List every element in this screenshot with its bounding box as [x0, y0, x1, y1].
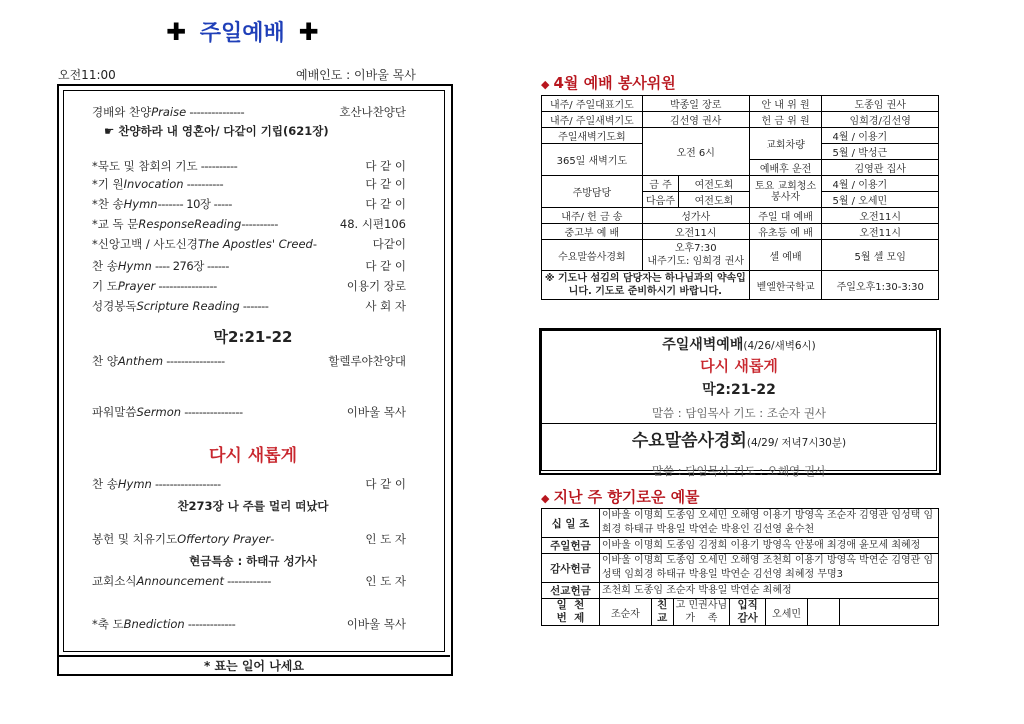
item-english: Prayer — [117, 279, 156, 293]
item-leader-dashes: ---- 276장 ------ — [151, 259, 229, 273]
order-item — [92, 616, 406, 632]
item-person: 할렐루야찬양대 — [328, 354, 406, 368]
item-english: Hymn — [123, 197, 158, 211]
item-person: 이바울 목사 — [346, 405, 406, 419]
item-name: *교 독 문 — [92, 217, 139, 231]
special-music-note: 현금특송 : 하태규 성가사 — [189, 554, 317, 568]
item-name: 성경봉독 — [92, 299, 137, 313]
order-item — [92, 258, 406, 274]
order-item — [92, 298, 406, 314]
item-person: 다 같 이 — [365, 177, 406, 191]
item-name: 찬 양 — [92, 354, 118, 368]
order-item — [92, 404, 406, 420]
item-english: Praise — [151, 105, 187, 119]
item-name: *신앙고백 / 사도신경 — [92, 237, 198, 251]
item-name: 파워말씀 — [92, 405, 137, 419]
table-row: 선교헌금 조천희 도종임 조순자 박용일 박연순 최혜정 — [542, 583, 939, 599]
item-person: 다 같 이 — [365, 197, 406, 211]
table-row: ※ 기도나 섬김의 담당자는 하나님과의 약속입니다. 기도로 준비하시기 바랍니다. 벧엘한국학교 주일오후1:30-3:30 — [542, 271, 939, 300]
table-row: 다음주 여전도회 5월 / 오세민 — [542, 192, 939, 208]
item-leader-dashes: ------------- — [184, 617, 236, 631]
item-leader-dashes: ------- 10장 ----- — [157, 197, 232, 211]
table-row: 내주/ 주일대표기도 박종일 장로 안 내 위 원 도종임 권사 — [542, 96, 939, 112]
title-text: 주일예배 — [199, 21, 285, 46]
item-name: 기 도 — [92, 279, 118, 293]
item-person: 이바울 목사 — [346, 617, 406, 631]
table-row: 내주/ 헌 금 송 성가사 주일 대 예배 오전11시 — [542, 208, 939, 224]
item-leader-dashes: ---------------- — [155, 279, 217, 293]
table-row: 십 일 조 이바울 이명희 도종임 오세민 오해영 이용기 방영옥 조순자 김영관 임성택 임희경 하태규 박용일 박연순 박용인 김선영 윤수천 — [542, 509, 939, 538]
cross-icon: ✚ — [298, 18, 319, 46]
special-services-box: 주일새벽예배(4/26/새벽6시) 다시 새롭게 막2:21-22 말씀 : 담임목사 기도 : 조순자 권사 수요말씀사경회(4/29/ 저녁7시30분) 말씀 : 담임목사 기도 : 오해영 권사 — [541, 330, 937, 471]
item-name: 찬 송 — [92, 477, 118, 491]
order-item — [92, 573, 406, 589]
item-english: Bnediction — [123, 617, 185, 631]
order-item — [92, 278, 406, 294]
sermon-title: 다시 새롭게 — [208, 446, 298, 466]
hymn-note: 찬273장 나 주를 멀리 떠났다 — [177, 499, 329, 513]
item-english: Announcement — [136, 574, 224, 588]
item-leader-dashes: - — [270, 532, 274, 546]
item-leader-dashes: ------------------ — [151, 477, 221, 491]
item-leader-dashes: ------- — [239, 299, 269, 313]
order-item — [92, 104, 406, 120]
item-name: 찬 송 — [92, 259, 118, 273]
order-item — [92, 216, 406, 232]
item-leader-dashes: --------------- — [186, 105, 245, 119]
item-name: 경배와 찬양 — [92, 105, 152, 119]
table-row: 중고부 예 배 오전11시 유초등 예 배 오전11시 — [542, 224, 939, 240]
item-english: The Apostles' Creed — [197, 237, 313, 251]
service-time: 오전11:00 — [58, 68, 116, 82]
item-person: 인 도 자 — [365, 532, 406, 546]
item-english: Anthem — [117, 354, 164, 368]
table-row: 365일 새벽기도 5월 / 박성근 — [542, 144, 939, 160]
item-english: Hymn — [117, 477, 152, 491]
table-row: 감사헌금 이바울 이명희 도종임 오세민 오해영 조천희 이용기 방영옥 박연순 김영관 임성택 임희경 하태규 박용일 박연순 김선영 최혜정 무명3 — [542, 554, 939, 583]
item-leader-dashes: ---------- — [183, 177, 224, 191]
item-english: Scripture Reading — [136, 299, 240, 313]
item-name: 봉헌 및 치유기도 — [92, 532, 178, 546]
item-leader-dashes: - — [312, 237, 317, 251]
order-item — [92, 353, 406, 369]
item-name: *기 원 — [92, 177, 124, 191]
item-person: 이용기 장로 — [346, 279, 406, 293]
order-item — [92, 476, 406, 492]
order-item — [92, 531, 406, 547]
table-row: 주방담당 금 주 여전도회 토요 교회청소 봉사자 4월 / 이용기 — [542, 176, 939, 192]
item-person: 호산나찬양단 — [339, 105, 406, 119]
item-leader-dashes: ------------ — [223, 574, 271, 588]
item-leader-dashes: ---------------- — [163, 354, 225, 368]
diamond-icon: ◆ — [541, 492, 550, 505]
volunteers-table — [541, 95, 939, 300]
item-english: Hymn — [117, 259, 152, 273]
service-leader: 예배인도 : 이바울 목사 — [296, 68, 416, 82]
item-person: 인 도 자 — [365, 574, 406, 588]
item-name: *묵도 및 참회의 기도 — [92, 159, 198, 173]
table-row: 수요말씀사경회 오후7:30 내주기도: 임희경 권사 셀 예배 5월 셀 모임 — [542, 240, 939, 271]
table-row: 주일헌금 이바울 이명희 도종임 김정희 이용기 방영옥 안봉애 최경애 윤모세 최혜정 — [542, 538, 939, 554]
item-leader-dashes: ---------- — [241, 217, 278, 231]
item-leader-dashes: ---------------- — [181, 405, 243, 419]
cross-icon: ✚ — [166, 18, 187, 46]
item-person: 다 같 이 — [365, 477, 406, 491]
scripture-reference: 막2:21-22 — [213, 328, 293, 346]
item-person: 사 회 자 — [365, 299, 406, 313]
item-english: Offertory Prayer — [177, 532, 271, 546]
footer-note: * 표는 일어 나세요 — [58, 655, 450, 675]
item-name: *축 도 — [92, 617, 124, 631]
table-row: 예배후 운전 김영관 집사 — [542, 160, 939, 176]
item-leader-dashes: ---------- — [197, 159, 238, 173]
item-name: 교회소식 — [92, 574, 137, 588]
diamond-icon: ◆ — [541, 78, 550, 91]
table-row: 일 천 번 제 조순자 친 교 고 민권사님 가 족 입직 감사 오세민 — [542, 599, 939, 626]
volunteers-heading: ◆ 4월 예배 봉사위원 — [541, 74, 676, 92]
offering-table — [541, 508, 939, 626]
item-person: 다같이 — [372, 237, 406, 251]
offering-heading: ◆ 지난 주 향기로운 예물 — [541, 488, 700, 506]
order-item — [92, 236, 406, 252]
hymn-note: ☛ 찬양하라 내 영혼아/ 다같이 기립(621장) — [104, 124, 329, 138]
order-item — [92, 158, 406, 174]
table-row: 내주/ 주일새벽기도 김선영 권사 헌 금 위 원 임희경/김선영 — [542, 112, 939, 128]
item-person: 다 같 이 — [365, 159, 406, 173]
item-name: *찬 송 — [92, 197, 124, 211]
item-english: ResponseReading — [138, 217, 242, 231]
order-item — [92, 196, 406, 212]
item-person: 48. 시편106 — [339, 217, 406, 231]
order-item — [92, 176, 406, 192]
page-title — [160, 16, 325, 47]
item-person: 다 같 이 — [365, 259, 406, 273]
item-english: Sermon — [136, 405, 182, 419]
table-row: 주일새벽기도회 오전 6시 교회차량 4월 / 이용기 — [542, 128, 939, 144]
item-english: Invocation — [123, 177, 184, 191]
